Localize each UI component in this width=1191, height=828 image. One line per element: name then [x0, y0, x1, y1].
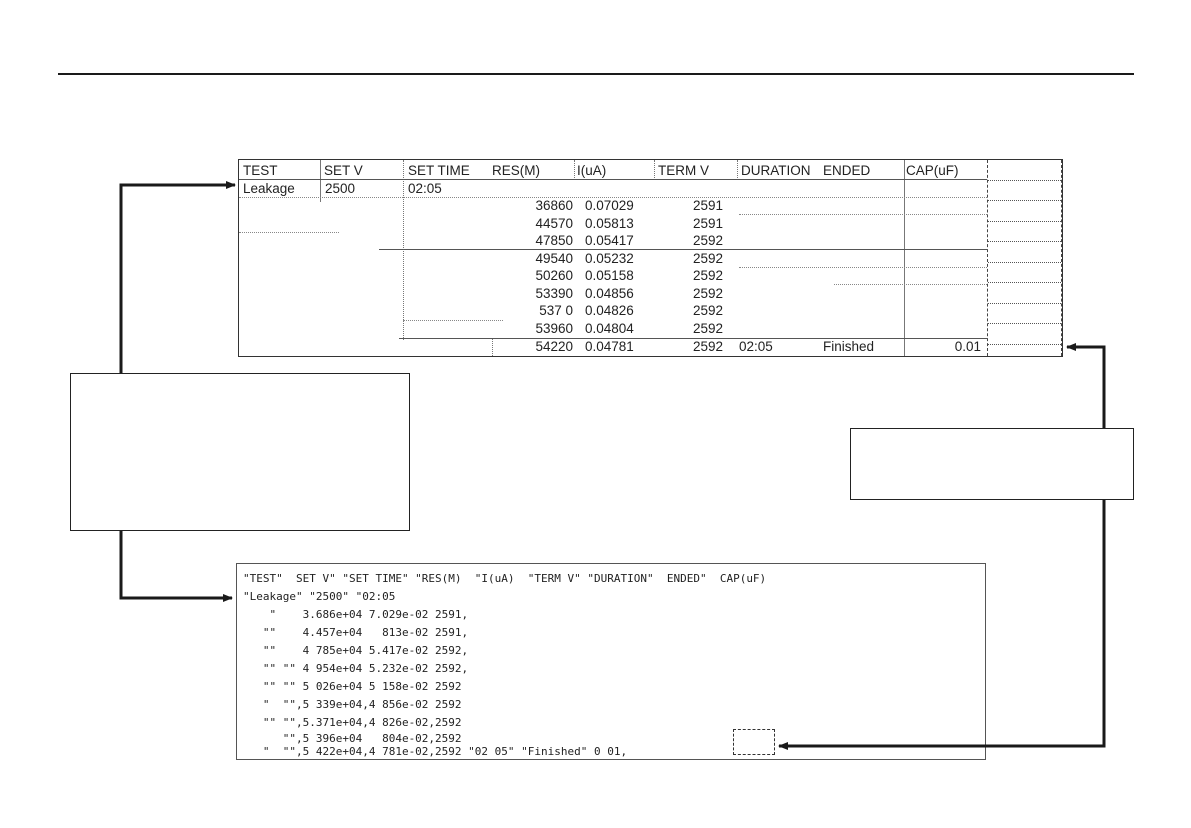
cell-cap: 0.01 [954, 339, 981, 354]
grid-line [654, 160, 655, 178]
header-ended: ENDED [823, 163, 871, 178]
cell-res: 54220 [535, 339, 573, 354]
header-cap: CAP(uF) [906, 163, 959, 178]
grid-line [320, 160, 321, 202]
header-duration: DURATION [741, 163, 811, 178]
csv-line: "" 4.457e+04 813e-02 2591, [243, 626, 469, 639]
empty-cell [988, 201, 1061, 222]
grid-line [904, 160, 905, 356]
header-set-time: SET TIME [408, 163, 470, 178]
grid-line [739, 214, 987, 215]
empty-column [987, 160, 1062, 356]
cell-current: 0.05232 [585, 251, 634, 266]
cell-current: 0.07029 [585, 198, 634, 213]
cell-res: 47850 [535, 233, 573, 248]
arrow-to-cap-column [1067, 347, 1104, 428]
cell-term-v: 2592 [693, 251, 724, 266]
csv-line: "" "" 4 954e+04 5.232e-02 2592, [243, 662, 469, 675]
cell-current: 0.04826 [585, 303, 634, 318]
cell-current: 0.05158 [585, 268, 634, 283]
cell-res: 50260 [535, 268, 573, 283]
cell-term-v: 2592 [693, 268, 724, 283]
header-set-v: SET V [324, 163, 363, 178]
cell-term-v: 2592 [693, 286, 724, 301]
empty-cell [988, 304, 1061, 325]
cell-res: 36860 [535, 198, 573, 213]
empty-cell [988, 263, 1061, 284]
grid-line [403, 320, 503, 321]
cell-test: Leakage [243, 181, 295, 196]
empty-cell [988, 324, 1061, 345]
csv-line: "" "" 5 026e+04 5 158e-02 2592 [243, 680, 462, 693]
header-res: RES(M) [492, 163, 540, 178]
arrow-to-csv [121, 531, 232, 598]
cell-current: 0.04804 [585, 321, 634, 336]
csv-line: "TEST" SET V" "SET TIME" "RES(M) "I(uA) "TERM V" "DURATION" ENDED" CAP(uF) [243, 572, 767, 585]
empty-cell [988, 160, 1061, 181]
grid-line [239, 232, 339, 233]
grid-line [737, 160, 738, 178]
grid-line [834, 284, 987, 285]
header-current: I(uA) [577, 163, 607, 178]
spreadsheet-panel [238, 159, 1063, 357]
cell-term-v: 2592 [693, 339, 724, 354]
csv-line: " "",5 422e+04,4 781e-02,2592 "02 05" "Finished" 0 01, [243, 745, 628, 758]
empty-cell [988, 181, 1061, 202]
csv-line: "" 4 785e+04 5.417e-02 2592, [243, 644, 469, 657]
empty-cell [988, 242, 1061, 263]
cell-duration: 02:05 [739, 339, 773, 354]
cell-current: 0.05417 [585, 233, 634, 248]
cell-set-time: 02:05 [408, 181, 442, 196]
callout-box-right [850, 428, 1134, 500]
empty-cell [988, 222, 1061, 243]
empty-cell [988, 283, 1061, 304]
callout-box-left [70, 373, 410, 531]
cell-term-v: 2592 [693, 303, 724, 318]
header-test: TEST [243, 163, 278, 178]
csv-panel [236, 563, 986, 760]
grid-line [403, 160, 404, 340]
csv-line: "",5 396e+04 804e-02,2592 [243, 732, 462, 745]
csv-line: " 3.686e+04 7.029e-02 2591, [243, 608, 469, 621]
highlight-box [733, 729, 775, 755]
arrow-to-spreadsheet [121, 185, 235, 373]
cell-res: 53390 [535, 286, 573, 301]
csv-line: "Leakage" "2500" "02:05 [243, 590, 396, 603]
cell-res: 537 0 [539, 303, 573, 318]
top-rule [58, 73, 1134, 75]
cell-term-v: 2591 [693, 216, 724, 231]
grid-line [379, 249, 987, 250]
cell-current: 0.04856 [585, 286, 634, 301]
cell-ended: Finished [823, 339, 875, 354]
cell-res: 44570 [535, 216, 573, 231]
csv-line: " "",5 339e+04,4 856e-02 2592 [243, 698, 462, 711]
cell-current: 0.04781 [585, 339, 634, 354]
csv-line: "" "",5.371e+04,4 826e-02,2592 [243, 716, 462, 729]
cell-res: 49540 [535, 251, 573, 266]
cell-term-v: 2592 [693, 233, 724, 248]
grid-line [492, 338, 493, 356]
header-term-v: TERM V [658, 163, 710, 178]
cell-res: 53960 [535, 321, 573, 336]
cell-term-v: 2591 [693, 198, 724, 213]
grid-line [739, 267, 987, 268]
grid-line [574, 160, 575, 178]
cell-term-v: 2592 [693, 321, 724, 336]
cell-current: 0.05813 [585, 216, 634, 231]
grid-line [239, 179, 987, 180]
cell-set-v: 2500 [325, 181, 356, 196]
